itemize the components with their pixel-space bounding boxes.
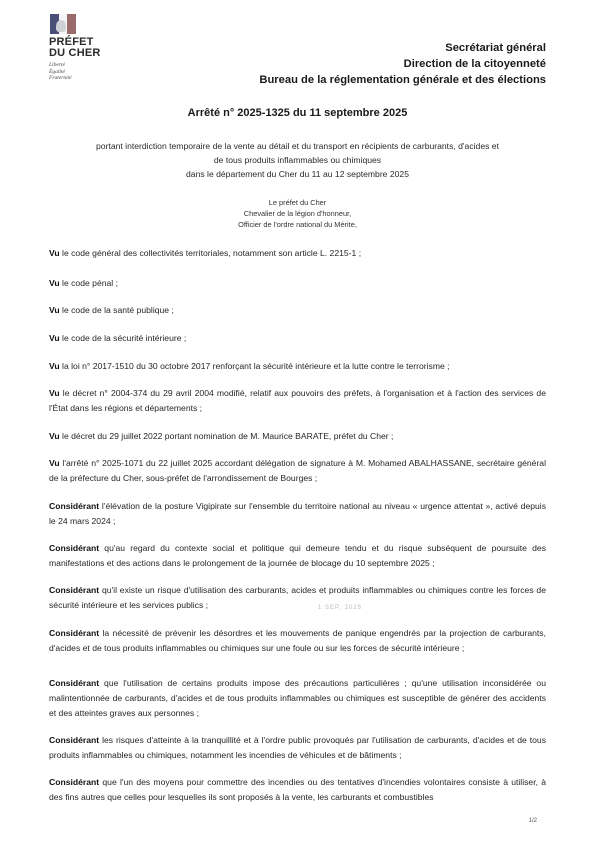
visa-paragraph: Vu le décret n° 2004-374 du 29 avril 2004 modifié, relatif aux pouvoirs des préfets, à l'organisation et à l'action des services de l'État dans les régions et départements ; bbox=[49, 388, 546, 413]
considerant-paragraph: Considérant la nécessité de prévenir les désordres et les mouvements de panique engendrés par la projection de carburants, d'acides et de tous produits inflammables ou chimiques sur une foule ou sur les forces de sécurité intérieure ; bbox=[49, 628, 546, 653]
considerant-paragraph: Considérant que l'utilisation de certains produits impose des précautions particulières ; qu'une utilisation inconsidérée ou malintentionnée de carburants, d'acides et de tous produits inflammables ou chimiques est susceptible de générer des accidents et des atteintes graves aux personnes ; bbox=[49, 678, 546, 718]
visa-paragraph: Vu la loi n° 2017-1510 du 30 octobre 2017 renforçant la sécurité intérieure et la lutte contre le terrorisme ; bbox=[49, 361, 450, 371]
considerant-paragraph: Considérant qu'il existe un risque d'utilisation des carburants, acides et produits inflammables ou chimiques contre les forces de sécurité intérieure et les services publics ; bbox=[49, 585, 546, 610]
visa-paragraph: Vu le code de la santé publique ; bbox=[49, 305, 174, 315]
considerant-paragraph: Considérant les risques d'atteinte à la tranquillité et à l'ordre public provoqués par l'utilisation de carburants, d'acides et de tous produits inflammables ou chimiques, notamment les incendies de véhicules et de bâtiments ; bbox=[49, 735, 546, 760]
header-line: Direction de la citoyenneté bbox=[403, 58, 546, 70]
logo-name: PRÉFET DU CHER bbox=[49, 36, 101, 59]
considerant-paragraph: Considérant qu'au regard du contexte social et politique qui demeure tendu et du risque subséquent de poursuite des manifestations et des actions dans le prolongement de la journée de blocage du 10 septembre 2025 ; bbox=[49, 543, 546, 568]
visa-paragraph: Vu le code pénal ; bbox=[49, 278, 118, 288]
prefet-titles: Le préfet du Cher Chevalier de la légion d'honneur, Officier de l'ordre national du Mérite, bbox=[238, 198, 357, 229]
prefecture-logo bbox=[49, 14, 129, 82]
reception-stamp: 1 SEP. 2025 bbox=[318, 605, 362, 611]
page-number: 1/2 bbox=[528, 818, 537, 824]
logo-motto: Liberté Égalité Fraternité bbox=[49, 62, 72, 81]
decree-title: Arrêté n° 2025-1325 du 11 septembre 2025 bbox=[187, 107, 408, 119]
marianne-flag-icon bbox=[50, 14, 76, 34]
header-line: Bureau de la réglementation générale et des élections bbox=[259, 74, 546, 86]
considerant-paragraph: Considérant que l'un des moyens pour commettre des incendies ou des tentatives d'incendies volontaires consiste à utiliser, à des fins autres que celles pour lesquelles ils sont proposés à la vente, les carburants et combustibles bbox=[49, 777, 546, 802]
visa-paragraph: Vu le code de la sécurité intérieure ; bbox=[49, 333, 187, 343]
service-header bbox=[259, 40, 546, 88]
decree-subject: portant interdiction temporaire de la vente au détail et du transport en récipients de carburants, d'acides et de tous produits inflammables ou chimiques dans le département du Cher du 11 au 12 septembre 2025 bbox=[96, 141, 499, 179]
header-line: Secrétariat général bbox=[445, 42, 546, 54]
visa-paragraph: Vu le décret du 29 juillet 2022 portant nomination de M. Maurice BARATE, préfet du Cher ; bbox=[49, 431, 394, 441]
visa-paragraph: Vu le code général des collectivités territoriales, notamment son article L. 2215-1 ; bbox=[49, 248, 362, 258]
visa-paragraph: Vu l'arrêté n° 2025-1071 du 22 juillet 2025 accordant délégation de signature à M. Mohamed ABALHASSANE, secrétaire général de la préfecture du Cher, sous-préfet de l'arrondissement de Bourges ; bbox=[49, 458, 546, 483]
considerant-paragraph: Considérant l'élévation de la posture Vigipirate sur l'ensemble du territoire national au niveau « urgence attentat », activé depuis le 24 mars 2024 ; bbox=[49, 501, 546, 526]
